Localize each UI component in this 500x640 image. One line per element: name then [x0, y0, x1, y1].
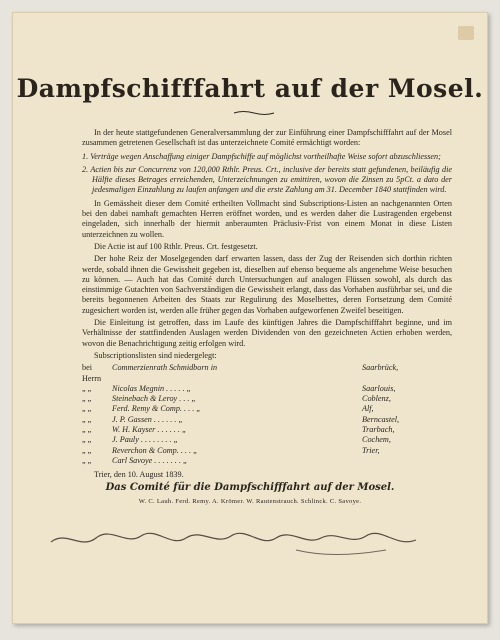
subscription-lead: „ „	[82, 445, 92, 455]
subscription-name: Carl Savoye . . . . . . . „	[112, 455, 188, 465]
subscription-paragraph: In Gemässheit dieser dem Comité ertheilten Vollmacht sind Subscriptions-Listen an nachgenannten Orten bei den dabei namhaft gemachten Herren eröffnet worden, und es werden daher die Lustragenden ergebenst eingeladen, sich innerhalb der hiermit anberaumten Präclusiv-Frist von einem Monat in diese Listen unterzeichnen zu wollen.	[82, 198, 452, 239]
subscription-row	[82, 363, 452, 384]
document-title: Dampfschifffahrt auf der Mosel.	[16, 74, 484, 103]
subscription-row	[82, 404, 452, 414]
subscription-name: Reverchon & Comp. . . . „	[112, 445, 198, 455]
subscription-lead: „ „	[82, 414, 92, 424]
subscription-city	[362, 456, 452, 466]
subscription-name: Ferd. Remy & Comp. . . . „	[112, 404, 201, 414]
subscription-lead: „ „	[82, 383, 92, 393]
subscription-lead: „ „	[82, 404, 92, 414]
subscription-city: Coblenz,	[362, 394, 391, 404]
moselle-paragraph: Der hohe Reiz der Moselgegenden darf erwarten lassen, dass der Zug der Reisenden sich dorthin richten werde, sobald ihnen die Gewissheit gegeben ist, dieselben auf ebenso bequeme als angenehme Weise besuchen zu können. — Auch hat das Comité durch Untersuchungen auf analogen Flüssen sowohl, als durch das einstimmige Gutachten von Sachverständigen die Gewissheit erlangt, dass das Vorhaben ausführbar sei, und die bereits begonnenen Arbeiten des Staats zur Regulirung des Moselbettes, deren Fortsetzung dem Comité zugesichert worden ist, werden alle früher gegen das Vorhaben aufgeworfenen Zweifel beseitigen.	[82, 254, 452, 315]
document-page	[12, 12, 488, 624]
subscription-name: Steinebach & Leroy . . . „	[112, 394, 197, 404]
subscription-name: W. H. Kayser . . . . . . „	[112, 425, 187, 435]
subscription-city: Alf,	[362, 404, 374, 414]
resolution-item-2: 2. Actien bis zur Concurrenz von 120,000 Rthlr. Preus. Crt., inclusive der bereits statt gefundenen, beiläufig die Hälfte dieses Betrages erreichenden, Unterzeichnungen zu emittiren, wovon die Zinsen zu 5pCt. a dato der jedesmaligen Einzahlung zu laufen anfangen und die erste Zahlung am 31. December 1840 stattfinden wird.	[82, 164, 452, 195]
subscription-list	[82, 363, 452, 466]
document-date: Trier, den 10. August 1839.	[94, 470, 184, 480]
handwritten-note	[46, 520, 426, 560]
subscription-name: Commerzienrath Schmidborn in	[112, 363, 218, 373]
subscription-lead: „ „	[82, 425, 92, 435]
dividend-paragraph: Die Einleitung ist getroffen, dass im Laufe des künftigen Jahres die Dampfschifffahrt beginne, und im Verhältnisse der stattfindenden Auslagen werden Dividenden von den gezeichneten Actien erhoben werden, wovon die Benachrichtigung zeitig erfolgen wird.	[82, 318, 452, 348]
subscription-name: J. Pauly . . . . . . . . „	[112, 435, 179, 445]
document-body	[82, 128, 452, 483]
share-price-paragraph: Die Actie ist auf 100 Rthlr. Preus. Crt. festgesetzt.	[94, 241, 258, 251]
subscription-city: Berncastel,	[362, 414, 400, 424]
lists-heading: Subscriptionslisten sind niedergelegt:	[94, 350, 217, 360]
subscription-row	[82, 435, 452, 445]
subscription-row	[82, 425, 452, 435]
subscription-name: Nicolas Megnin . . . . . „	[112, 383, 192, 393]
subscription-row	[82, 456, 452, 466]
subscription-city: Trier,	[362, 445, 380, 455]
subscription-lead: „ „	[82, 394, 92, 404]
subscription-row	[82, 394, 452, 404]
subscription-row	[82, 415, 452, 425]
subscription-lead: „ „	[82, 435, 92, 445]
subscription-city: Saarlouis,	[362, 383, 396, 393]
subscription-city: Cochem,	[362, 435, 391, 445]
resolution-item-1: 1. Verträge wegen Anschaffung einiger Dampfschiffe auf möglichst vortheilhafte Weise sofort abzuschliessen;	[82, 151, 441, 161]
intro-paragraph: In der heute stattgefundenen Generalversammlung der zur Einführung einer Dampfschifffahrt auf der Mosel zusammen getretenen Gesellschaft ist das unterzeichnete Comité ermächtigt worden:	[82, 128, 452, 148]
subscription-lead: „ „	[82, 455, 92, 465]
subscription-city: Trarbach,	[362, 425, 395, 435]
title-ornament	[232, 110, 276, 116]
subscription-row	[82, 446, 452, 456]
committee-members: W. C. Lauh. Ferd. Remy. A. Krömer. W. Rautenstrauch. Schlinck. C. Savoye.	[138, 498, 362, 505]
subscription-row	[82, 384, 452, 394]
committee-signature-line: Das Comité für die Dampfschifffahrt auf der Mosel.	[105, 482, 395, 493]
paper-stain	[458, 26, 474, 40]
subscription-lead: bei Herrn	[82, 363, 102, 383]
subscription-name: J. P. Gassen . . . . . . „	[112, 414, 184, 424]
subscription-city: Saarbrück,	[362, 363, 399, 373]
